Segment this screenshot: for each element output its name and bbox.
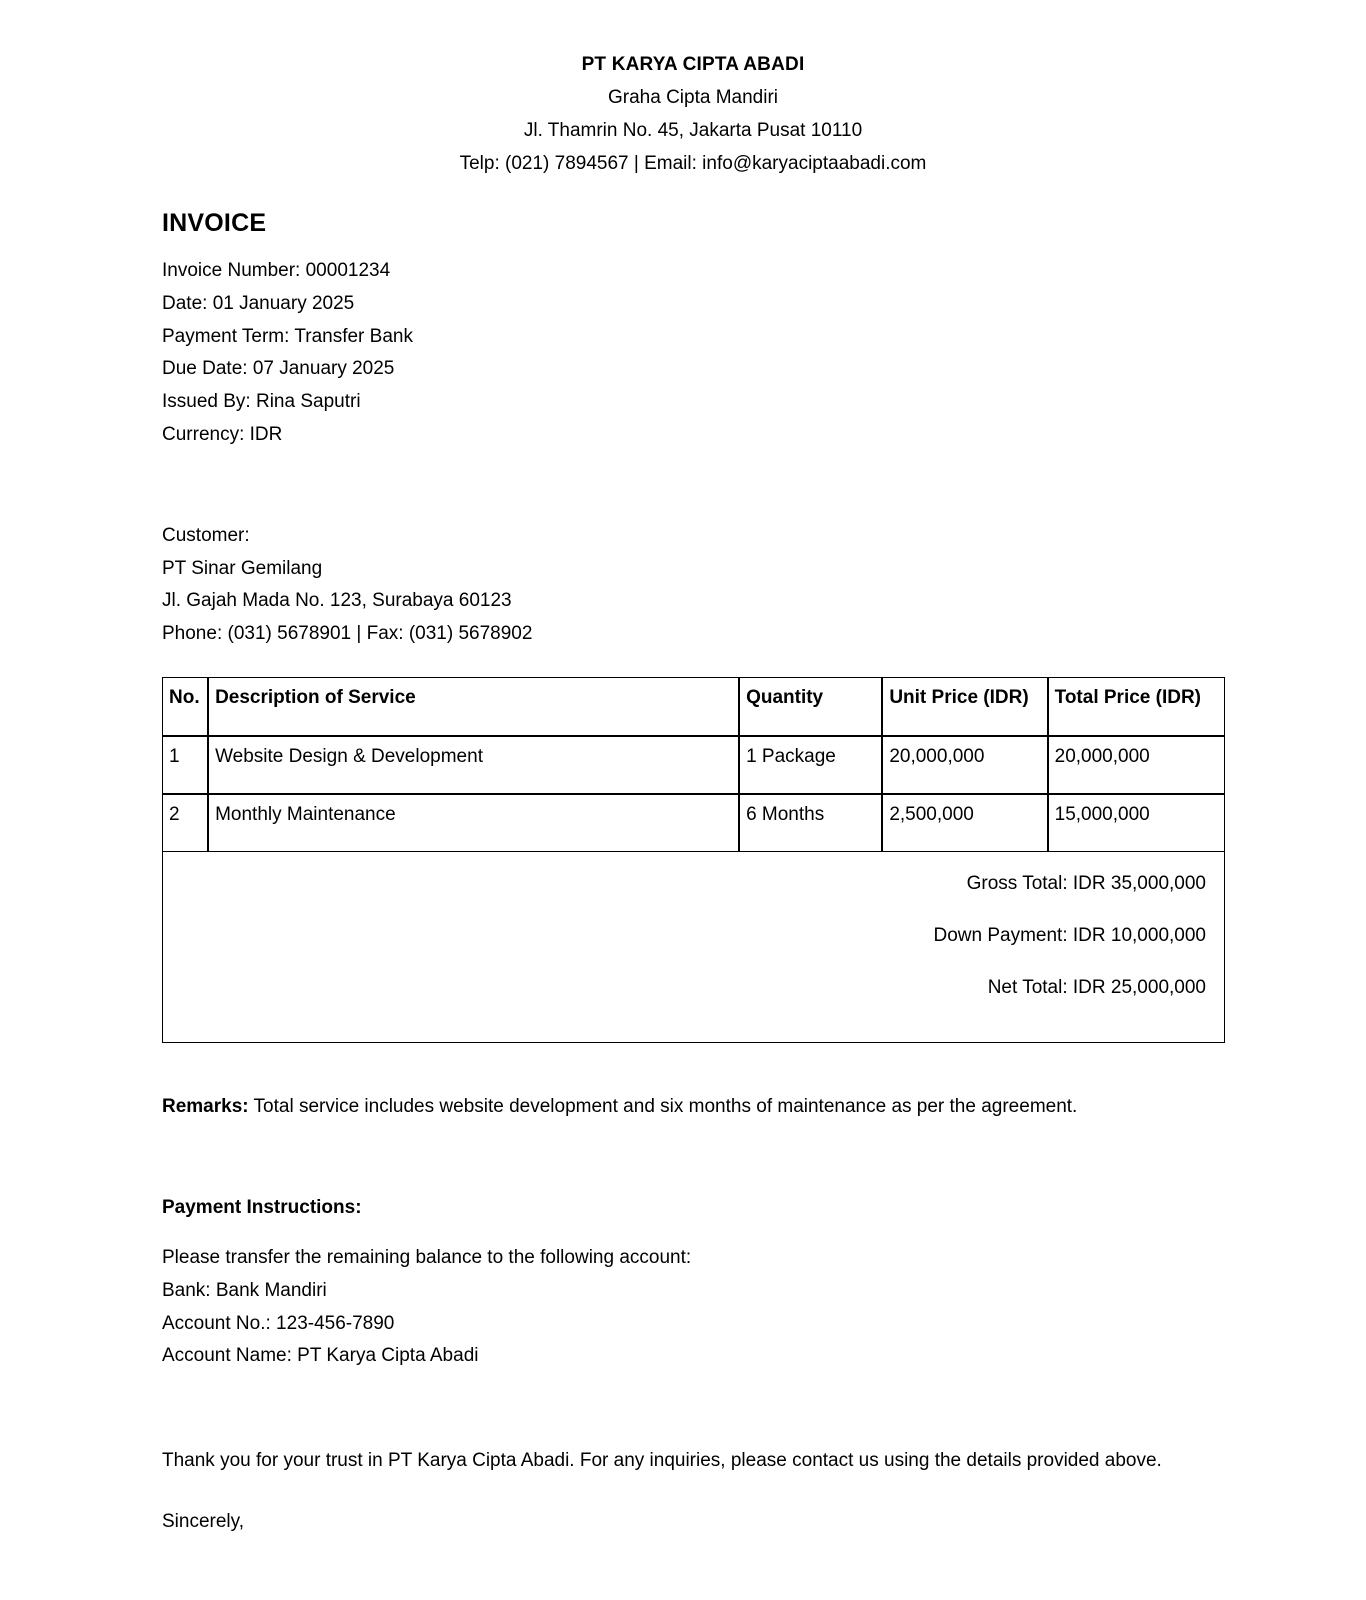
signoff: Sincerely, <box>162 1511 245 1533</box>
table-row <box>162 736 1225 794</box>
table-row <box>162 794 1225 852</box>
cell-no: 1 <box>162 736 208 794</box>
meta-date: Date: 01 January 2025 <box>162 292 355 314</box>
company-building: Graha Cipta Mandiri <box>607 87 779 108</box>
meta-due-date: Due Date: 07 January 2025 <box>162 358 395 380</box>
items-table <box>162 677 1225 852</box>
payment-account-no: Account No.: 123-456-7890 <box>162 1312 395 1334</box>
gross-total: Gross Total: IDR 35,000,000 <box>966 872 1206 894</box>
invoice-meta <box>162 255 1224 452</box>
cell-total-price: 15,000,000 <box>1048 794 1225 852</box>
remarks-section <box>162 1089 1162 1124</box>
payment-intro: Please transfer the remaining balance to the following account: <box>162 1246 692 1268</box>
customer-block <box>162 520 1224 651</box>
customer-label: Customer: <box>162 524 250 546</box>
down-payment: Down Payment: IDR 10,000,000 <box>933 924 1206 946</box>
items-table-frame <box>162 677 1225 1043</box>
page-title: INVOICE <box>162 209 267 237</box>
remarks-label: Remarks: <box>162 1095 249 1117</box>
payment-instructions-body <box>162 1242 1224 1373</box>
net-total: Net Total: IDR 25,000,000 <box>987 976 1206 998</box>
cell-no: 2 <box>162 794 208 852</box>
meta-invoice-number: Invoice Number: 00001234 <box>162 260 391 281</box>
header-total-price: Total Price (IDR) <box>1048 677 1225 736</box>
payment-bank: Bank: Bank Mandiri <box>162 1279 327 1301</box>
customer-name: PT Sinar Gemilang <box>162 557 323 579</box>
meta-currency: Currency: IDR <box>162 423 283 445</box>
payment-instructions-heading: Payment Instructions: <box>162 1196 362 1218</box>
letterhead <box>162 48 1224 180</box>
header-no: No. <box>162 677 208 736</box>
payment-account-name: Account Name: PT Karya Cipta Abadi <box>162 1345 479 1367</box>
cell-description: Monthly Maintenance <box>208 794 739 852</box>
customer-contact: Phone: (031) 5678901 | Fax: (031) 5678902 <box>162 623 533 645</box>
remarks-text: Total service includes website development and six months of maintenance as per the agreement. <box>248 1095 1078 1117</box>
cell-unit-price: 20,000,000 <box>882 736 1047 794</box>
header-quantity: Quantity <box>739 677 882 736</box>
header-unit-price: Unit Price (IDR) <box>882 677 1047 736</box>
header-description: Description of Service <box>208 677 739 736</box>
company-name: PT KARYA CIPTA ABADI <box>581 54 805 75</box>
cell-quantity: 6 Months <box>739 794 882 852</box>
cell-unit-price: 2,500,000 <box>882 794 1047 852</box>
items-table-wrap <box>162 677 1224 1043</box>
company-contact: Telp: (021) 7894567 | Email: info@karyaciptaabadi.com <box>459 153 927 174</box>
customer-address: Jl. Gajah Mada No. 123, Surabaya 60123 <box>162 590 512 612</box>
cell-quantity: 1 Package <box>739 736 882 794</box>
closing-paragraph: Thank you for your trust in PT Karya Cipta Abadi. For any inquiries, please contact us using the details provided above. <box>162 1450 1162 1472</box>
meta-issued-by: Issued By: Rina Saputri <box>162 391 361 413</box>
cell-description: Website Design & Development <box>208 736 739 794</box>
company-address: Jl. Thamrin No. 45, Jakarta Pusat 10110 <box>523 120 863 141</box>
meta-payment-term: Payment Term: Transfer Bank <box>162 325 413 347</box>
totals-section <box>163 852 1224 1042</box>
cell-total-price: 20,000,000 <box>1048 736 1225 794</box>
table-header-row <box>162 677 1225 736</box>
